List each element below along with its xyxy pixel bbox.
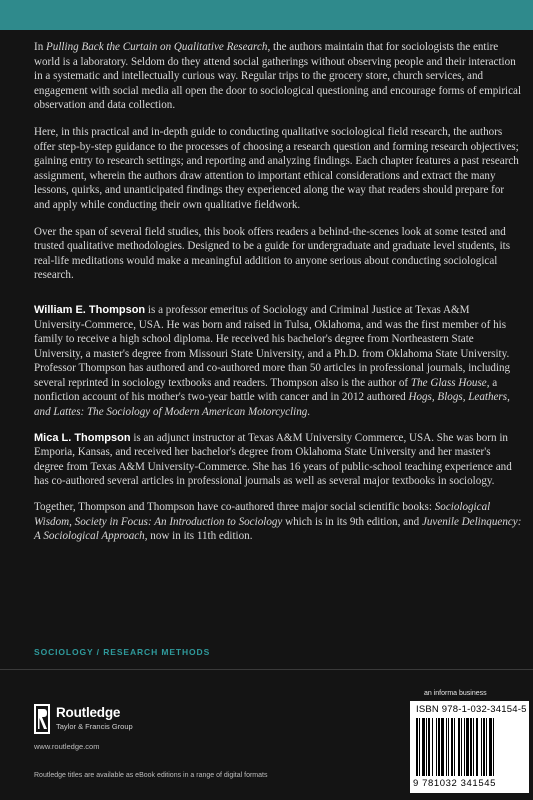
barcode-box bbox=[410, 701, 529, 793]
publisher-website[interactable]: www.routledge.com bbox=[34, 742, 100, 751]
accent-top-bar bbox=[0, 0, 533, 30]
barcode-stripe bbox=[466, 718, 469, 776]
barcode-stripe bbox=[489, 718, 492, 776]
barcode-stripe bbox=[483, 718, 485, 776]
barcode-icon bbox=[416, 718, 523, 776]
barcode-stripe bbox=[458, 718, 460, 776]
barcode-stripe bbox=[486, 718, 487, 776]
barcode-stripe bbox=[438, 718, 440, 776]
author-bio-william: William E. Thompson is a professor emeritus of Sociology and Criminal Justice at Texas A&M University-Commerce, USA. He was born and raised in Tulsa, Oklahoma, and was the first member of his family to receive a high school diploma. He received his bachelor's degree from Northeastern State University, a master's degree from Missouri State University, and a Ph.D. from Oklahoma State University. Professor Thompson has authored and co-authored more than 50 articles in professional journals, including several reprinted in sociology textbooks and readers. Thompson also is the author of The Glass House, a nonfiction account of his mother's two-year battle with cancer and in 2012 authored Hogs, Blogs, Leathers, and Lattes: The Sociology of Modern American Motorcycling. bbox=[34, 303, 511, 419]
barcode-stripe bbox=[419, 718, 420, 776]
barcode-stripe bbox=[428, 718, 430, 776]
routledge-logo-icon bbox=[34, 704, 50, 734]
barcode-digits: 9 781032 341545 bbox=[413, 778, 496, 789]
barcode-stripe bbox=[416, 718, 418, 776]
barcode-stripe bbox=[481, 718, 482, 776]
barcode-stripe bbox=[432, 718, 433, 776]
author-name-mica: Mica L. Thompson bbox=[34, 431, 131, 444]
barcode-stripe bbox=[436, 718, 437, 776]
barcode-stripe bbox=[446, 718, 447, 776]
barcode-stripe bbox=[448, 718, 449, 776]
blurb-paragraph-2: Here, in this practical and in-depth guide to conducting qualitative sociological field research, the authors offer step-by-step guidance to the processes of choosing a research question and forming research objectives; gaining entry to research settings; and reporting and analyzing findings. Each chapter features a past research assignment, wherein the authors draw attention to important ethical considerations and extract the many lessons, quirks, and unanticipated findings they experienced along the way that readers should prepare for and apply while conducting their own qualitative fieldwork. bbox=[34, 125, 519, 211]
barcode-stripe bbox=[454, 718, 455, 776]
barcode-stripe bbox=[476, 718, 478, 776]
author-bio-mica: Mica L. Thompson is an adjunct instructor at Texas A&M University Commerce, USA. She was born in Emporia, Kansas, and received her bachelor's degree from Oklahoma State University and her master's degree from Texas A&M University-Commerce. She has 16 years of public-school teaching experience and has co-authored several articles in professional journals as well as several major textbooks in sociology. bbox=[34, 431, 512, 488]
publisher-logo bbox=[34, 704, 184, 738]
blurb-paragraph-1: In Pulling Back the Curtain on Qualitative Research, the authors maintain that for sociologists the entire world is a laboratory. Seldom do they attend social gatherings without observing people and their interaction in a systematic and intellectually curious way. Regular trips to the grocery store, church services, and engagement with social media all open the door to sociological questioning and encourage forms of empirical observation and data collection. bbox=[34, 41, 522, 112]
author-name-william: William E. Thompson bbox=[34, 303, 146, 316]
barcode-stripe bbox=[461, 718, 462, 776]
cover-text bbox=[34, 40, 522, 555]
barcode-stripe bbox=[493, 718, 494, 776]
informa-business-label: an informa business bbox=[424, 690, 487, 697]
ebook-note: Routledge titles are available as eBook editions in a range of digital formats bbox=[34, 772, 268, 779]
divider bbox=[0, 669, 533, 670]
barcode-stripe bbox=[464, 718, 465, 776]
barcode-stripe bbox=[426, 718, 427, 776]
barcode-stripe bbox=[422, 718, 425, 776]
joint-works: Together, Thompson and Thompson have co-authored three major social scientific books: Sociological Wisdom, Society in Focus: An Introduction to Sociology which is in its 9th edition, and Juvenile Delinquency: A Sociological Approach, now in its 11th edition. bbox=[34, 501, 522, 543]
isbn-label: ISBN 978-1-032-34154-5 bbox=[416, 704, 527, 715]
book-title: Pulling Back the Curtain on Qualitative Research bbox=[46, 41, 268, 53]
publisher-name: Routledge bbox=[56, 705, 121, 720]
subject-category: SOCIOLOGY / RESEARCH METHODS bbox=[34, 647, 211, 657]
blurb-paragraph-3: Over the span of several field studies, this book offers readers a behind-the-scenes look at some tested and trusted qualitative methodologies. Designed to be a guide for undergraduate and graduate level students, its real-life meditations would make a meaningful addition to anyone serious about conducting sociological research. bbox=[34, 225, 511, 282]
barcode-stripe bbox=[470, 718, 472, 776]
barcode-stripe bbox=[451, 718, 453, 776]
barcode-stripe bbox=[441, 718, 444, 776]
barcode-stripe bbox=[473, 718, 474, 776]
publisher-group: Taylor & Francis Group bbox=[56, 722, 133, 731]
